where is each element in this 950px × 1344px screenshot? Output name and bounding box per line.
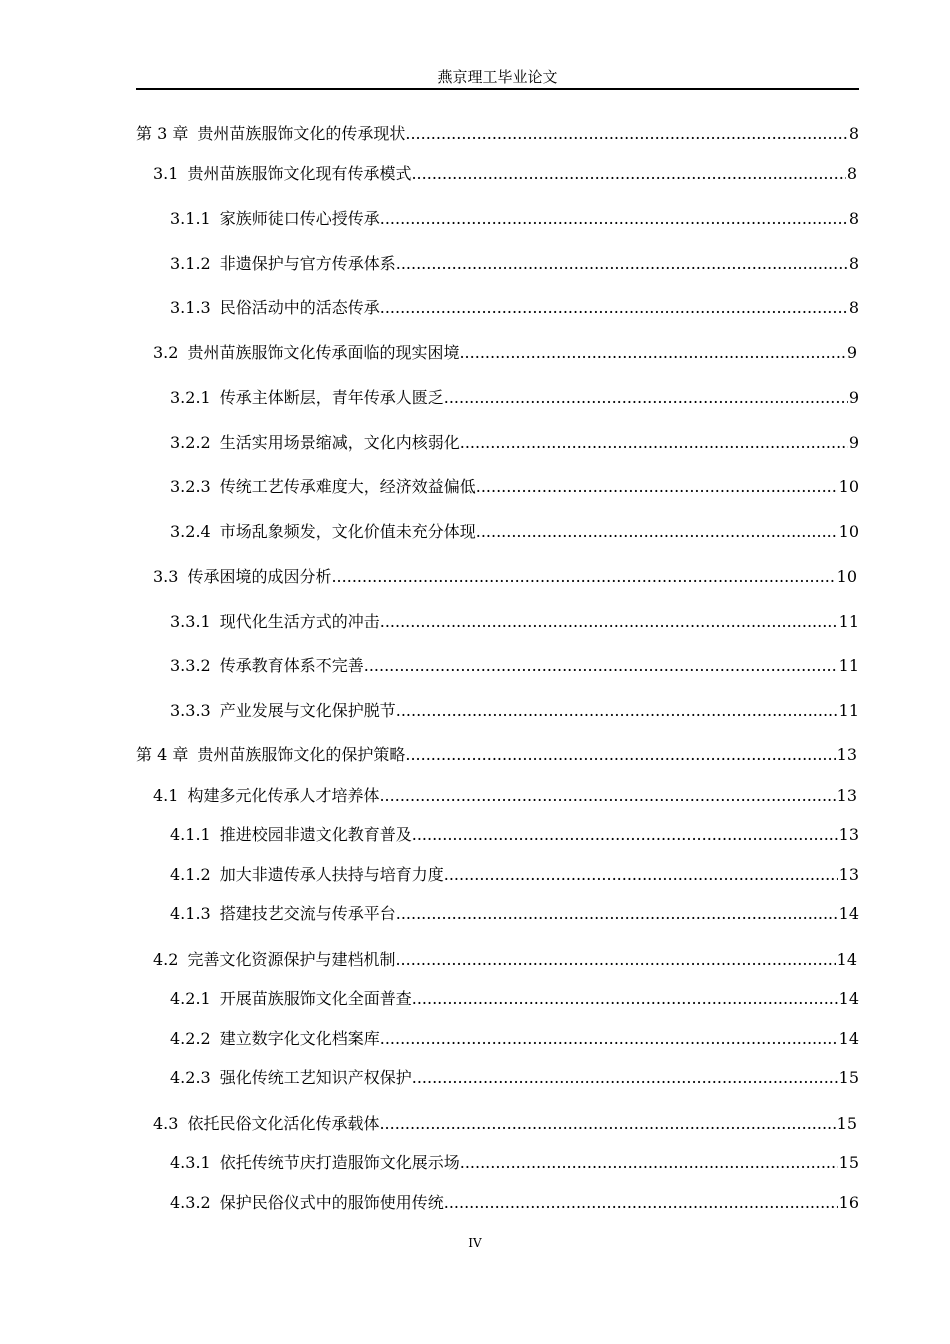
toc-entry-title: 贵州苗族服饰文化传承面临的现实困境 bbox=[187, 343, 460, 362]
toc-entry[interactable] bbox=[170, 654, 859, 678]
toc-entry-title: 家族师徒口传心授传承 bbox=[219, 209, 380, 228]
toc-entry-number: 3.2.2 bbox=[170, 433, 211, 452]
toc-dot-leader bbox=[412, 1066, 838, 1090]
toc-entry-number: 4.3.2 bbox=[170, 1193, 211, 1212]
toc-dot-leader bbox=[476, 475, 838, 499]
toc-entry-page: 14 bbox=[838, 1029, 859, 1048]
toc-entry-page: 11 bbox=[838, 701, 859, 720]
toc-entry-title: 生活实用场景缩减，文化内核弱化 bbox=[219, 433, 460, 452]
footer-page-number: IV bbox=[468, 1236, 482, 1250]
toc-entry-page: 13 bbox=[838, 865, 859, 884]
toc-entry[interactable] bbox=[170, 252, 859, 276]
toc-dot-leader bbox=[460, 431, 848, 455]
toc-entry[interactable] bbox=[170, 1027, 859, 1051]
toc-entry[interactable] bbox=[170, 987, 859, 1011]
toc-entry-page: 9 bbox=[846, 343, 857, 362]
toc-entry-number: 3.2.3 bbox=[170, 477, 211, 496]
toc-entry-number: 3.1.2 bbox=[170, 254, 211, 273]
toc-entry-page: 15 bbox=[838, 1153, 859, 1172]
toc-entry-title: 开展苗族服饰文化全面普查 bbox=[219, 989, 412, 1008]
toc-dot-leader bbox=[459, 341, 845, 365]
toc-entry-number: 4.3.1 bbox=[170, 1153, 211, 1172]
toc-entry-title: 非遗保护与官方传承体系 bbox=[219, 254, 396, 273]
toc-entry-title: 建立数字化文化档案库 bbox=[219, 1029, 380, 1048]
page-footer bbox=[0, 1236, 950, 1250]
toc-entry-page: 9 bbox=[848, 433, 859, 452]
toc-entry[interactable] bbox=[170, 296, 859, 320]
toc-entry[interactable] bbox=[153, 784, 857, 808]
toc-entry-page: 8 bbox=[846, 164, 857, 183]
toc-entry[interactable] bbox=[170, 1191, 859, 1215]
toc-dot-leader bbox=[460, 1151, 838, 1175]
toc-entry[interactable] bbox=[136, 743, 857, 767]
toc-entry-page: 14 bbox=[836, 950, 857, 969]
toc-entry-number: 第 4 章 bbox=[136, 745, 189, 764]
toc-entry-number: 4.2.3 bbox=[170, 1068, 211, 1087]
toc-entry-number: 3.1.1 bbox=[170, 209, 211, 228]
toc-entry-page: 15 bbox=[836, 1114, 857, 1133]
page-header bbox=[136, 66, 859, 90]
toc-entry-number: 4.2.2 bbox=[170, 1029, 211, 1048]
toc-entry-page: 8 bbox=[848, 124, 859, 143]
toc-entry[interactable] bbox=[170, 863, 859, 887]
toc-entry-page: 15 bbox=[838, 1068, 859, 1087]
toc-entry-page: 9 bbox=[848, 388, 859, 407]
toc-entry-number: 3.1 bbox=[153, 164, 179, 183]
toc-entry[interactable] bbox=[170, 431, 859, 455]
toc-entry-number: 3.3 bbox=[153, 567, 179, 586]
toc-dot-leader bbox=[379, 784, 835, 808]
toc-entry-number: 4.1.1 bbox=[170, 825, 211, 844]
toc-dot-leader bbox=[331, 565, 835, 589]
toc-entry-number: 3.3.3 bbox=[170, 701, 211, 720]
toc-entry-number: 3.2.4 bbox=[170, 522, 211, 541]
toc-entry-page: 8 bbox=[848, 298, 859, 317]
toc-dot-leader bbox=[396, 699, 838, 723]
toc-dot-leader bbox=[405, 122, 847, 146]
toc-dot-leader bbox=[380, 296, 848, 320]
toc-entry-number: 4.2.1 bbox=[170, 989, 211, 1008]
toc-entry-title: 依托民俗文化活化传承载体 bbox=[187, 1114, 380, 1133]
toc-dot-leader bbox=[412, 987, 838, 1011]
toc-entry[interactable] bbox=[170, 610, 859, 634]
toc-entry-number: 3.3.1 bbox=[170, 612, 211, 631]
toc-entry-number: 3.2.1 bbox=[170, 388, 211, 407]
toc-entry-title: 贵州苗族服饰文化的传承现状 bbox=[197, 124, 406, 143]
toc-entry[interactable] bbox=[170, 520, 859, 544]
toc-dot-leader bbox=[444, 863, 838, 887]
toc-dot-leader bbox=[396, 902, 838, 926]
toc-entry-page: 13 bbox=[836, 786, 857, 805]
toc-entry-page: 10 bbox=[838, 522, 859, 541]
toc-dot-leader bbox=[444, 386, 848, 410]
toc-entry-title: 现代化生活方式的冲击 bbox=[219, 612, 380, 631]
toc-entry-page: 8 bbox=[848, 209, 859, 228]
toc-entry[interactable] bbox=[153, 565, 857, 589]
toc-entry-title: 搭建技艺交流与传承平台 bbox=[219, 904, 396, 923]
toc-entry[interactable] bbox=[136, 122, 859, 146]
toc-entry-number: 第 3 章 bbox=[136, 124, 189, 143]
toc-dot-leader bbox=[379, 1112, 835, 1136]
toc-dot-leader bbox=[396, 252, 848, 276]
toc-dot-leader bbox=[364, 654, 838, 678]
toc-entry-page: 8 bbox=[848, 254, 859, 273]
toc-entry-title: 产业发展与文化保护脱节 bbox=[219, 701, 396, 720]
toc-dot-leader bbox=[476, 520, 838, 544]
toc-entry-page: 14 bbox=[838, 989, 859, 1008]
toc-entry-title: 强化传统工艺知识产权保护 bbox=[219, 1068, 412, 1087]
toc-dot-leader bbox=[411, 162, 845, 186]
toc-entry-page: 10 bbox=[836, 567, 857, 586]
toc-entry[interactable] bbox=[170, 823, 859, 847]
toc-entry-title: 保护民俗仪式中的服饰使用传统 bbox=[219, 1193, 444, 1212]
toc-entry[interactable] bbox=[153, 948, 857, 972]
toc-entry-page: 11 bbox=[838, 612, 859, 631]
toc-dot-leader bbox=[405, 743, 835, 767]
toc-entry-number: 4.1 bbox=[153, 786, 179, 805]
toc-entry[interactable] bbox=[153, 341, 857, 365]
toc-dot-leader bbox=[444, 1191, 838, 1215]
toc-entry-number: 4.1.3 bbox=[170, 904, 211, 923]
toc-entry-page: 11 bbox=[838, 656, 859, 675]
toc-entry-title: 传承困境的成因分析 bbox=[187, 567, 332, 586]
toc-entry-page: 16 bbox=[838, 1193, 859, 1212]
toc-entry[interactable] bbox=[170, 207, 859, 231]
toc-entry[interactable] bbox=[170, 1066, 859, 1090]
toc-entry-page: 13 bbox=[838, 825, 859, 844]
toc-entry-title: 民俗活动中的活态传承 bbox=[219, 298, 380, 317]
toc-entry-title: 完善文化资源保护与建档机制 bbox=[187, 950, 396, 969]
toc-entry-title: 依托传统节庆打造服饰文化展示场 bbox=[219, 1153, 460, 1172]
toc-entry[interactable] bbox=[170, 386, 859, 410]
toc-entry-title: 构建多元化传承人才培养体 bbox=[187, 786, 380, 805]
toc-entry-title: 加大非遗传承人扶持与培育力度 bbox=[219, 865, 444, 884]
toc-dot-leader bbox=[412, 823, 838, 847]
toc-entry[interactable] bbox=[170, 902, 859, 926]
toc-entry-title: 贵州苗族服饰文化的保护策略 bbox=[197, 745, 406, 764]
toc-entry-title: 贵州苗族服饰文化现有传承模式 bbox=[187, 164, 412, 183]
header-title: 燕京理工毕业论文 bbox=[437, 68, 558, 86]
toc-dot-leader bbox=[380, 610, 838, 634]
toc-dot-leader bbox=[380, 1027, 838, 1051]
toc-entry-number: 3.1.3 bbox=[170, 298, 211, 317]
toc-entry-title: 传承主体断层，青年传承人匮乏 bbox=[219, 388, 444, 407]
toc-entry-number: 4.1.2 bbox=[170, 865, 211, 884]
toc-entry-title: 传承教育体系不完善 bbox=[219, 656, 364, 675]
toc-entry-number: 4.2 bbox=[153, 950, 179, 969]
toc-entry-page: 14 bbox=[838, 904, 859, 923]
toc-entry-number: 4.3 bbox=[153, 1114, 179, 1133]
toc-dot-leader bbox=[395, 948, 835, 972]
toc-entry[interactable] bbox=[170, 699, 859, 723]
toc-entry-title: 推进校园非遗文化教育普及 bbox=[219, 825, 412, 844]
toc-dot-leader bbox=[380, 207, 848, 231]
toc-entry-number: 3.3.2 bbox=[170, 656, 211, 675]
toc-entry-number: 3.2 bbox=[153, 343, 179, 362]
toc-entry[interactable] bbox=[170, 1151, 859, 1175]
toc-entry[interactable] bbox=[153, 1112, 857, 1136]
toc-entry[interactable] bbox=[153, 162, 857, 186]
toc-entry-title: 市场乱象频发，文化价值未充分体现 bbox=[219, 522, 476, 541]
toc-entry-page: 10 bbox=[838, 477, 859, 496]
toc-entry[interactable] bbox=[170, 475, 859, 499]
toc-entry-page: 13 bbox=[836, 745, 857, 764]
toc-entry-title: 传统工艺传承难度大，经济效益偏低 bbox=[219, 477, 476, 496]
